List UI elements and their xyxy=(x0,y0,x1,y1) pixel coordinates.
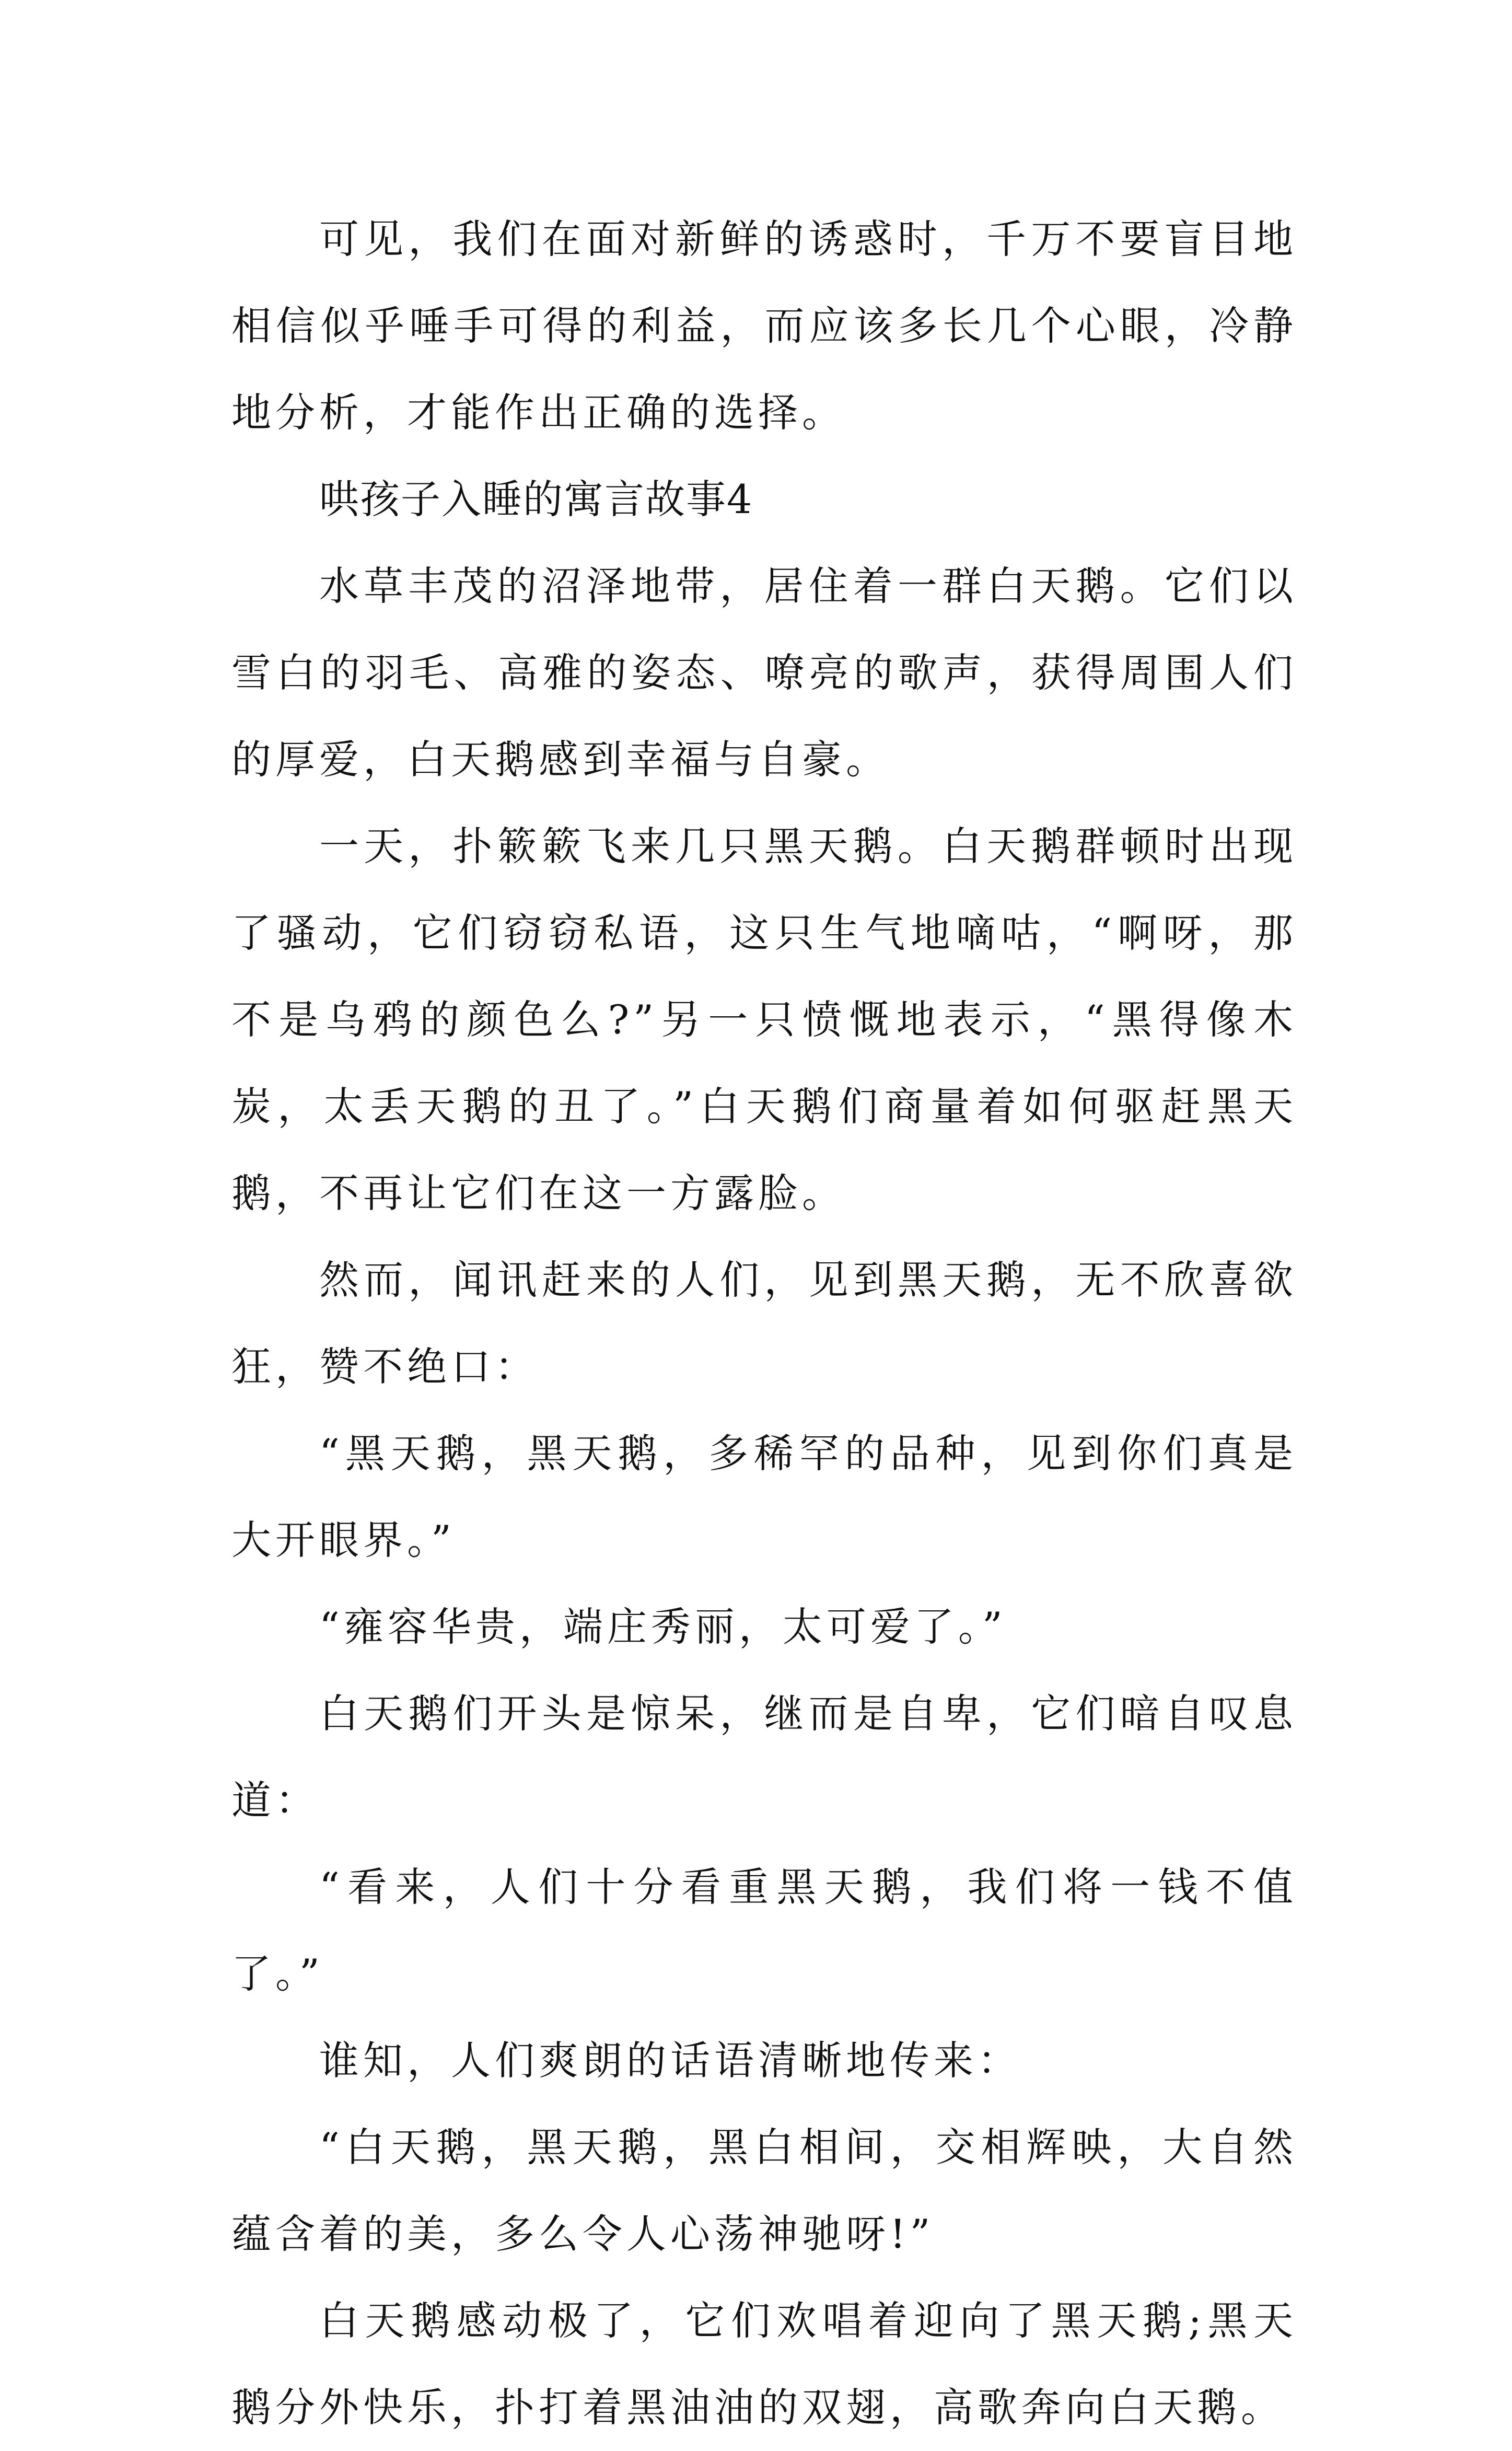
story-heading: 哄孩子入睡的寓言故事4 xyxy=(319,476,753,522)
paragraph: 白天鹅们开头是惊呆，继而是自卑，它们暗自叹息道： xyxy=(231,1690,1297,1823)
paragraph: “雍容华贵，端庄秀丽，太可爱了。” xyxy=(319,1604,1007,1650)
paragraph-conclusion: 可见，我们在面对新鲜的诱惑时，千万不要盲目地相信似乎唾手可得的利益，而应该多长几个心眼，冷静地分析，才能作出正确的选择。 xyxy=(231,216,1297,436)
paragraph: “白天鹅，黑天鹅，黑白相间，交相辉映，大自然蕴含着的美，多么令人心荡神驰呀!” xyxy=(231,2124,1297,2257)
paragraph: 白天鹅感动极了，它们欢唱着迎向了黑天鹅;黑天鹅分外快乐，扑打着黑油油的双翅，高歌奔向白天鹅。 xyxy=(231,2297,1297,2431)
document-body xyxy=(231,196,1297,2451)
paragraph: 一天，扑簌簌飞来几只黑天鹅。白天鹅群顿时出现了骚动，它们窃窃私语，这只生气地嘀咕，“啊呀，那不是乌鸦的颜色么?”另一只愤慨地表示，“黑得像木炭，太丢天鹅的丑了。”白天鹅们商量着如何驱赶黑天鹅，不再让它们在这一方露脸。 xyxy=(231,823,1297,1216)
paragraph: “黑天鹅，黑天鹅，多稀罕的品种，见到你们真是大开眼界。” xyxy=(231,1430,1297,1563)
paragraph: 水草丰茂的沼泽地带，居住着一群白天鹅。它们以雪白的羽毛、高雅的姿态、嘹亮的歌声，获得周围人们的厚爱，白天鹅感到幸福与自豪。 xyxy=(231,563,1297,783)
paragraph: 谁知，人们爽朗的话语清晰地传来： xyxy=(319,2037,1021,2084)
paragraph: “看来，人们十分看重黑天鹅，我们将一钱不值了。” xyxy=(231,1864,1297,1997)
paragraph: 然而，闻讯赶来的人们，见到黑天鹅，无不欣喜欲狂，赞不绝口： xyxy=(231,1257,1297,1390)
